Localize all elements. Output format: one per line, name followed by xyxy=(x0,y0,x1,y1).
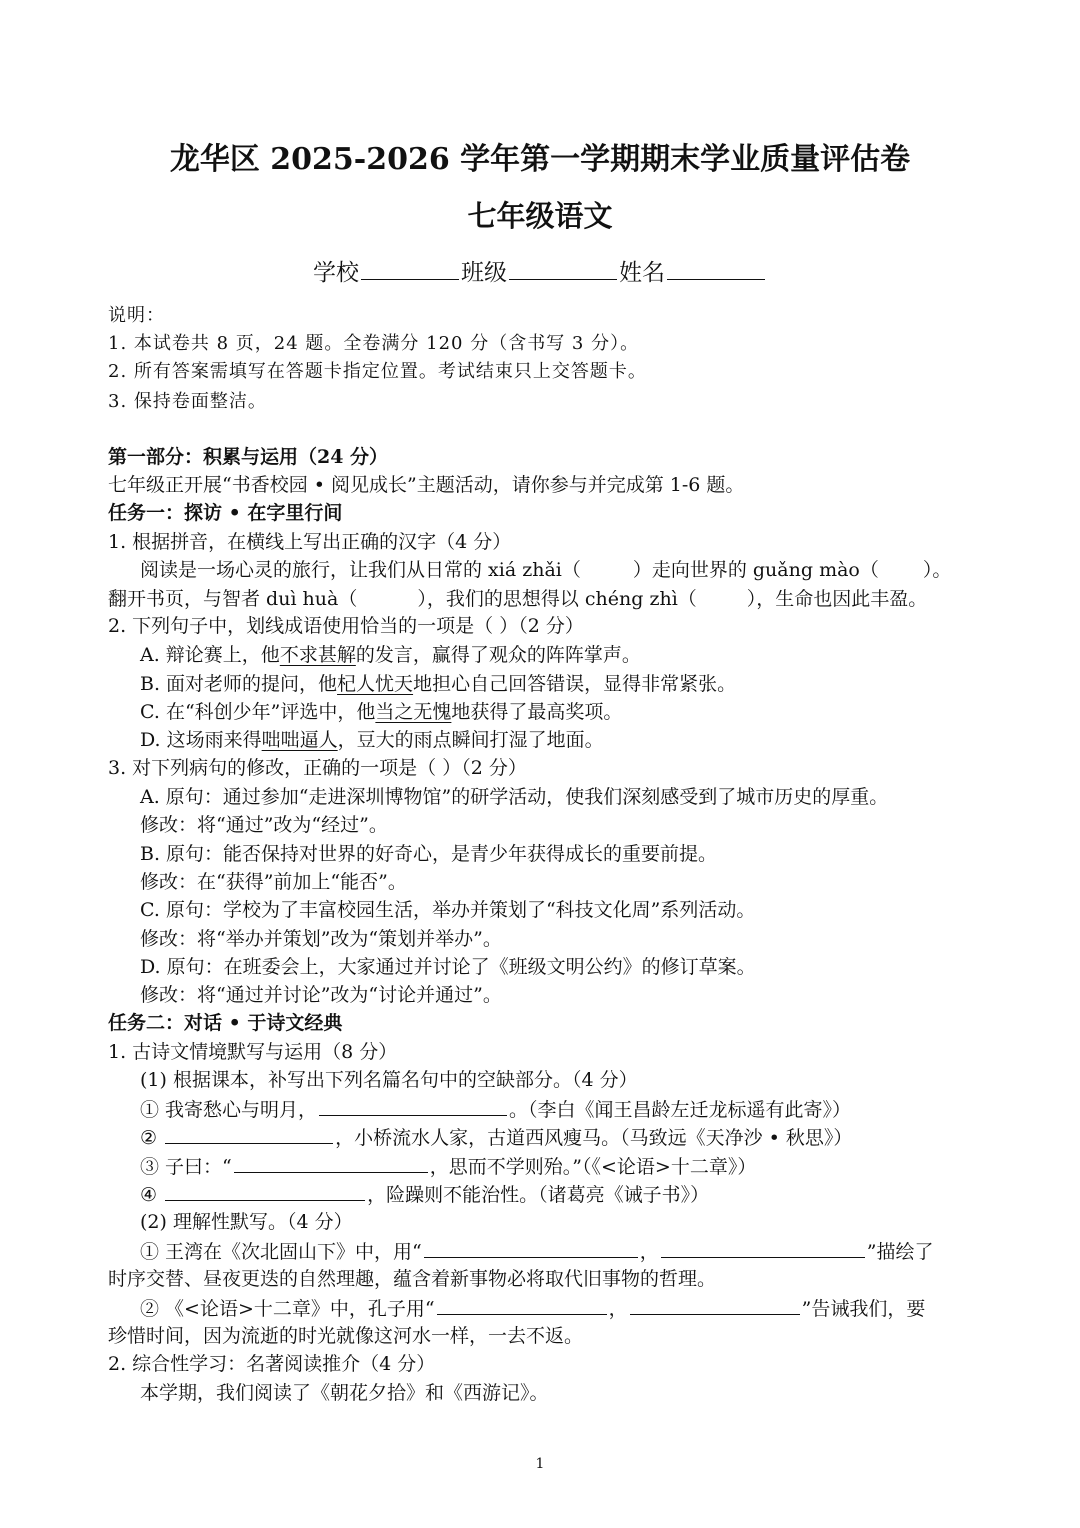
understand-item-2 xyxy=(140,1294,925,1323)
answer-blank[interactable] xyxy=(424,1237,638,1258)
recite-text: ，险躁则不能治性。（诸葛亮《诫子书》） xyxy=(367,1184,710,1206)
answer-blank[interactable] xyxy=(165,1180,365,1201)
note-item: 2. 所有答案需填写在答题卡指定位置。考试结束只上交答题卡。 xyxy=(108,361,647,382)
page-number: 1 xyxy=(535,1456,545,1472)
recite-text: ④ xyxy=(140,1184,164,1206)
q3-option-a[interactable]: A. 原句：通过参加“走进深圳博物馆”的研学活动，使我们深刻感受到了城市历史的厚重。 xyxy=(140,786,889,808)
recite-item-3 xyxy=(140,1152,756,1181)
understand-item-1-cont: 时序交替、昼夜更迭的自然理趣，蕴含着新事物必将取代旧事物的哲理。 xyxy=(108,1268,717,1290)
student-info-line xyxy=(0,257,1080,289)
recite-text: ③ 子曰：“ xyxy=(140,1156,232,1178)
option-text: ，豆大的雨点瞬间打湿了地面。 xyxy=(337,729,604,751)
q3-option-d-fix: 修改：将“通过并讨论”改为“讨论并通过”。 xyxy=(140,984,502,1006)
option-text: C. 在“科创少年”评选中，他 xyxy=(140,701,376,723)
underlined-idiom: 杞人忧天 xyxy=(337,673,414,695)
q3-option-d[interactable]: D. 原句：在班委会上，大家通过并讨论了《班级文明公约》的修订草案。 xyxy=(140,956,756,978)
recite-text: ，小桥流水人家，古道西风瘦马。（马致远《天净沙 • 秋思》） xyxy=(335,1127,853,1149)
q3-option-c-fix: 修改：将“举办并策划”改为“策划并举办”。 xyxy=(140,928,502,950)
q1-text: ）走向世界的 guǎng mào（ xyxy=(632,559,879,581)
t2-q2-stem: 2. 综合性学习：名著阅读推介（4 分） xyxy=(108,1353,436,1375)
q1-text: 阅读是一场心灵的旅行，让我们从日常的 xiá zhǎi（ xyxy=(140,559,581,581)
task1-heading: 任务一：探访 • 在字里行间 xyxy=(108,502,343,524)
underlined-idiom: 咄咄逼人 xyxy=(261,729,338,751)
underlined-idiom: 当之无愧 xyxy=(375,701,452,723)
q2-stem: 2. 下列句子中，划线成语使用恰当的一项是（ ）（2 分） xyxy=(108,615,584,637)
class-blank[interactable] xyxy=(509,259,617,280)
q1-text: ）。 xyxy=(922,559,952,581)
q1-text: ），我们的思想得以 chéng zhì（ xyxy=(417,588,697,610)
q3-option-a-fix: 修改：将“通过”改为“经过”。 xyxy=(140,814,388,836)
understand-item-1 xyxy=(140,1237,934,1266)
q1-line1 xyxy=(140,556,951,584)
school-label: 学校 xyxy=(313,260,359,286)
recite-text: ， xyxy=(639,1241,659,1263)
task2-heading: 任务二：对话 • 于诗文经典 xyxy=(108,1012,343,1034)
understand-item-2-cont: 珍惜时间，因为流逝的时光就像这河水一样，一去不返。 xyxy=(108,1325,584,1347)
subject-title: 七年级语文 xyxy=(467,199,613,233)
answer-blank[interactable] xyxy=(165,1123,333,1144)
t2-sub2: (2) 理解性默写。（4 分） xyxy=(140,1211,353,1233)
answer-blank[interactable] xyxy=(319,1095,507,1116)
recite-item-2 xyxy=(140,1123,852,1152)
recite-text: ② 《<论语>十二章》中，孔子用“ xyxy=(140,1298,435,1320)
answer-blank[interactable] xyxy=(661,1237,865,1258)
recite-text: ① 王湾在《次北固山下》中，用“ xyxy=(140,1241,422,1263)
q2-option-a[interactable] xyxy=(140,641,641,669)
q3-stem: 3. 对下列病句的修改，正确的一项是（ ）（2 分） xyxy=(108,757,527,779)
t2-q1-stem: 1. 古诗文情境默写与运用（8 分） xyxy=(108,1041,398,1063)
name-blank[interactable] xyxy=(667,259,765,280)
recite-text: ”告诫我们，要 xyxy=(801,1298,926,1320)
option-text: 的发言，赢得了观众的阵阵掌声。 xyxy=(355,644,641,666)
option-text: 地担心自己回答错误，显得非常紧张。 xyxy=(413,673,737,695)
exam-title: 龙华区 2025-2026 学年第一学期期末学业质量评估卷 xyxy=(169,142,911,177)
school-blank[interactable] xyxy=(361,259,459,280)
answer-blank[interactable] xyxy=(437,1294,607,1315)
part1-heading: 第一部分：积累与运用（24 分） xyxy=(108,446,389,468)
q3-option-c[interactable]: C. 原句：学校为了丰富校园生活，举办并策划了“科技文化周”系列活动。 xyxy=(140,899,756,921)
note-item: 1. 本试卷共 8 页，24 题。全卷满分 120 分（含书写 3 分）。 xyxy=(108,333,640,354)
recite-text: ”描绘了 xyxy=(866,1241,934,1263)
q2-option-b[interactable] xyxy=(140,670,736,698)
name-label: 姓名 xyxy=(619,260,665,286)
q3-option-b-fix: 修改：在“获得”前加上“能否”。 xyxy=(140,871,407,893)
t2-sub1: (1) 根据课本，补写出下列名篇名句中的空缺部分。（4 分） xyxy=(140,1069,638,1091)
q3-option-b[interactable]: B. 原句：能否保持对世界的好奇心，是青少年获得成长的重要前提。 xyxy=(140,843,718,865)
part1-intro: 七年级正开展“书香校园 • 阅见成长”主题活动，请你参与并完成第 1-6 题。 xyxy=(108,474,745,496)
answer-blank[interactable] xyxy=(630,1294,800,1315)
recite-text: ， xyxy=(608,1298,628,1320)
notes-heading: 说明： xyxy=(108,305,165,326)
recite-text: 。（李白《闻王昌龄左迁龙标遥有此寄》） xyxy=(509,1099,852,1121)
note-item: 3. 保持卷面整洁。 xyxy=(108,391,267,412)
option-text: A. 辩论赛上，他 xyxy=(140,644,280,666)
recite-text: ① 我寄愁心与明月， xyxy=(140,1099,318,1121)
underlined-idiom: 不求甚解 xyxy=(279,644,356,666)
answer-blank[interactable] xyxy=(234,1152,428,1173)
q1-line2 xyxy=(108,585,927,613)
q1-text: 翻开书页，与智者 duì huà（ xyxy=(108,588,358,610)
class-label: 班级 xyxy=(461,260,507,286)
recite-text: ，思而不学则殆。”（《<论语>十二章》） xyxy=(429,1156,757,1178)
option-text: 地获得了最高奖项。 xyxy=(451,701,623,723)
t2-q2-line1: 本学期，我们阅读了《朝花夕拾》和《西游记》。 xyxy=(140,1382,549,1404)
q2-option-c[interactable] xyxy=(140,698,622,726)
q1-text: ），生命也因此丰盈。 xyxy=(746,588,928,610)
recite-item-4 xyxy=(140,1180,709,1209)
recite-text: ② xyxy=(140,1127,164,1149)
option-text: B. 面对老师的提问，他 xyxy=(140,673,338,695)
recite-item-1 xyxy=(140,1095,851,1124)
q1-stem: 1. 根据拼音，在横线上写出正确的汉字（4 分） xyxy=(108,531,512,553)
q2-option-d[interactable] xyxy=(140,726,604,754)
option-text: D. 这场雨来得 xyxy=(140,729,262,751)
